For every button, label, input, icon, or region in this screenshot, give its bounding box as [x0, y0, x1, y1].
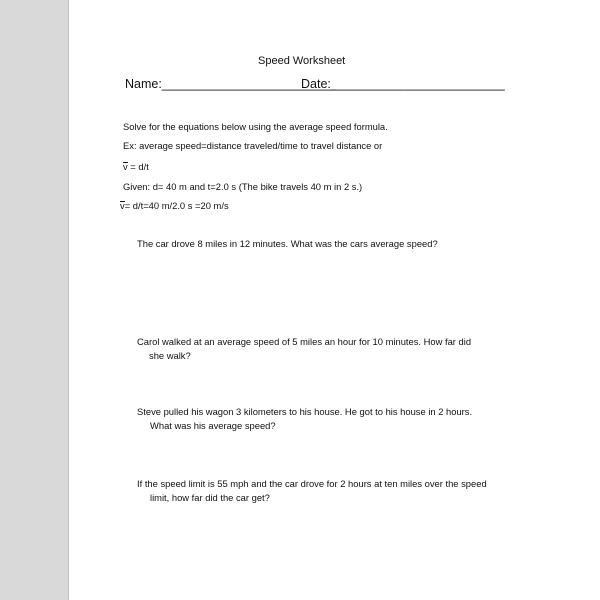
solution-rest: = d/t=40 m/2.0 s =20 m/s [124, 200, 229, 211]
worksheet-page [68, 0, 600, 600]
v-bar-symbol: v [123, 161, 128, 172]
given-text: Given: d= 40 m and t=2.0 s (The bike travels 40 m in 2 s.) [123, 181, 363, 192]
formula-line [123, 161, 149, 172]
formula-rest: = d/t [127, 161, 149, 172]
question-3-line-1: Steve pulled his wagon 3 kilometers to his house. He got to his house in 2 hours. [137, 406, 473, 417]
question-1 [137, 237, 438, 251]
question-3-line-2: What was his average speed? [150, 420, 276, 431]
solution-line [120, 200, 229, 211]
v-bar-symbol: v [120, 200, 125, 211]
question-4-line-1: If the speed limit is 55 mph and the car drove for 2 hours at ten miles over the speed [137, 478, 487, 489]
question-2-line-2: she walk? [149, 350, 191, 361]
question-3 [137, 405, 537, 433]
question-1-line-1: The car drove 8 miles in 12 minutes. What was the cars average speed? [137, 238, 438, 249]
question-2-line-1: Carol walked at an average speed of 5 miles an hour for 10 minutes. How far did [137, 336, 472, 347]
worksheet-title: Speed Worksheet [258, 55, 346, 67]
instructions-text: Solve for the equations below using the average speed formula. [123, 121, 388, 132]
question-2 [137, 335, 537, 363]
question-4-line-2: limit, how far did the car get? [150, 492, 270, 503]
date-line: Date:_________________________ [301, 77, 505, 91]
example-text: Ex: average speed=distance traveled/time to travel distance or [123, 140, 383, 151]
question-4 [137, 477, 557, 505]
name-line: Name:_________________________ [125, 77, 336, 91]
